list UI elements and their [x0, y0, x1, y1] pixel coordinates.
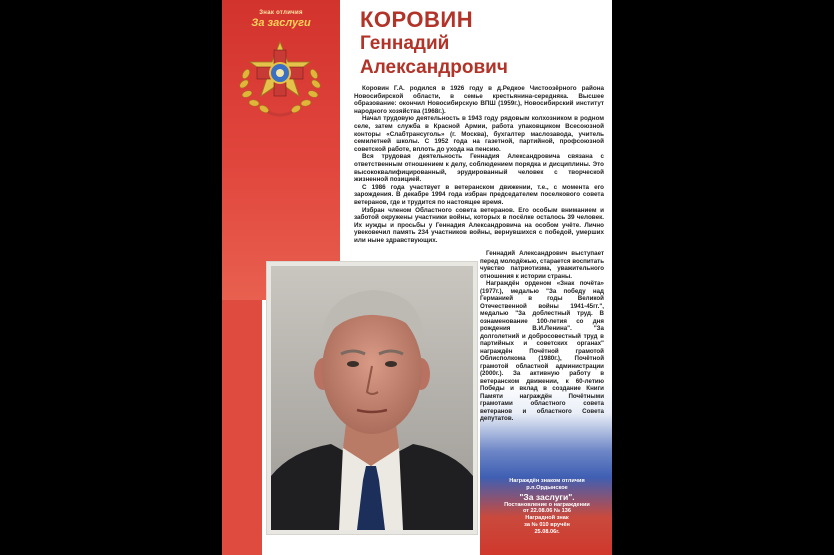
decree-line: Постановление о награждении: [504, 501, 590, 508]
bio-paragraph: С 1986 года участвует в ветеранском движении, т.е., с момента его зарождения. В декабре 1994 года избран председателем поселкового совета ветеранов, где и трудится по настоящее время.: [354, 183, 604, 206]
patronymic: Александрович: [360, 57, 508, 78]
bio-paragraph: Избран членом Областного совета ветеранов. Его особым вниманием и заботой окружены участники войны, которых в посёлке осталось 39 человек. Их нужды и просьбы у Геннадия Александровича на особом учёте. Лично увековечил память 234 участников войны, вернувшихся с победой, умерших или ныне здравствующих.: [354, 206, 604, 244]
award-caption: [222, 10, 340, 29]
poster: [222, 0, 612, 555]
biography-text: [354, 85, 604, 244]
decree-line: Награждён знаком отличия: [509, 478, 585, 484]
portrait-photo: [271, 266, 473, 530]
biography-text-right: [480, 250, 604, 423]
person-name-heading: [360, 8, 608, 80]
award-caption-small: Знак отличия: [259, 10, 303, 16]
decree-line: Наградной знак: [525, 515, 569, 522]
decree-line: за № 010 вручён: [524, 521, 570, 528]
surname: КОРОВИН: [360, 7, 474, 32]
award-decree-note: [484, 478, 610, 536]
red-side-band-lower: [222, 300, 262, 555]
bio-paragraph: Коровин Г.А. родился в 1926 году в д.Редкое Чистоозёрного района Новосибирской области, в семье крестьянина-середняка. Высшее образование: окончил Новосибирскую ВПШ (1959г.), Новосибирский институт народного хозяйства (1968г.).: [354, 85, 604, 115]
award-caption-title: За заслуги: [251, 17, 311, 29]
decree-line: 25.08.06г.: [534, 528, 560, 535]
bio-paragraph: Начал трудовую деятельность в 1943 году рядовым колхозником в родном селе, затем служба в Красной Армии, работа упаковщиком Всесоюзной конторы «Слабтрансуголь» (г. Москва), бухгалтер маслозавода, учитель семилетней школы. С 1952 года на газетной, партийной, профсоюзной советской работе, вплоть до ухода на пенсию.: [354, 115, 604, 153]
decree-line: от 22.08.06 № 136: [522, 508, 572, 515]
portrait-frame: [267, 262, 477, 534]
award-badge-icon: [232, 38, 328, 120]
decree-award-name: "За заслуги".: [519, 491, 575, 502]
bio-paragraph: Геннадий Александрович выступает перед молодёжью, старается воспитать чувство патриотизма, уважительного отношения к истории страны.: [480, 250, 604, 280]
bio-paragraph: Награждён орденом «Знак почёта» (1977г.), медалью "За победу над Германией в годы Великой Отечественной войны 1941-45гг.", медалью "За доблестный труд. В ознаменование 100-летия со дня рождения В.И.Ленина". "За долголетний и добросовестный труд в партийных и советских органах" награждён Почётной грамотой Облисполкома (1980г.), Почётной грамотой областной администрации (2000г.). За активную работу в ветеранском движении, к 60-летию Победы и вклад в создание Книги Памяти награждён Почётными грамотами областного совета ветеранов и областного Совета депутатов.: [480, 280, 604, 422]
first-name: Геннадий: [360, 33, 450, 54]
decree-line: р.п.Ордынское: [526, 484, 568, 491]
bio-paragraph: Вся трудовая деятельность Геннадия Александровича связана с ответственным отношением к делу, соблюдением порядка и дисциплины. Это высококвалифицированный, эрудированный человек с творческой жизненной позицией.: [354, 153, 604, 184]
